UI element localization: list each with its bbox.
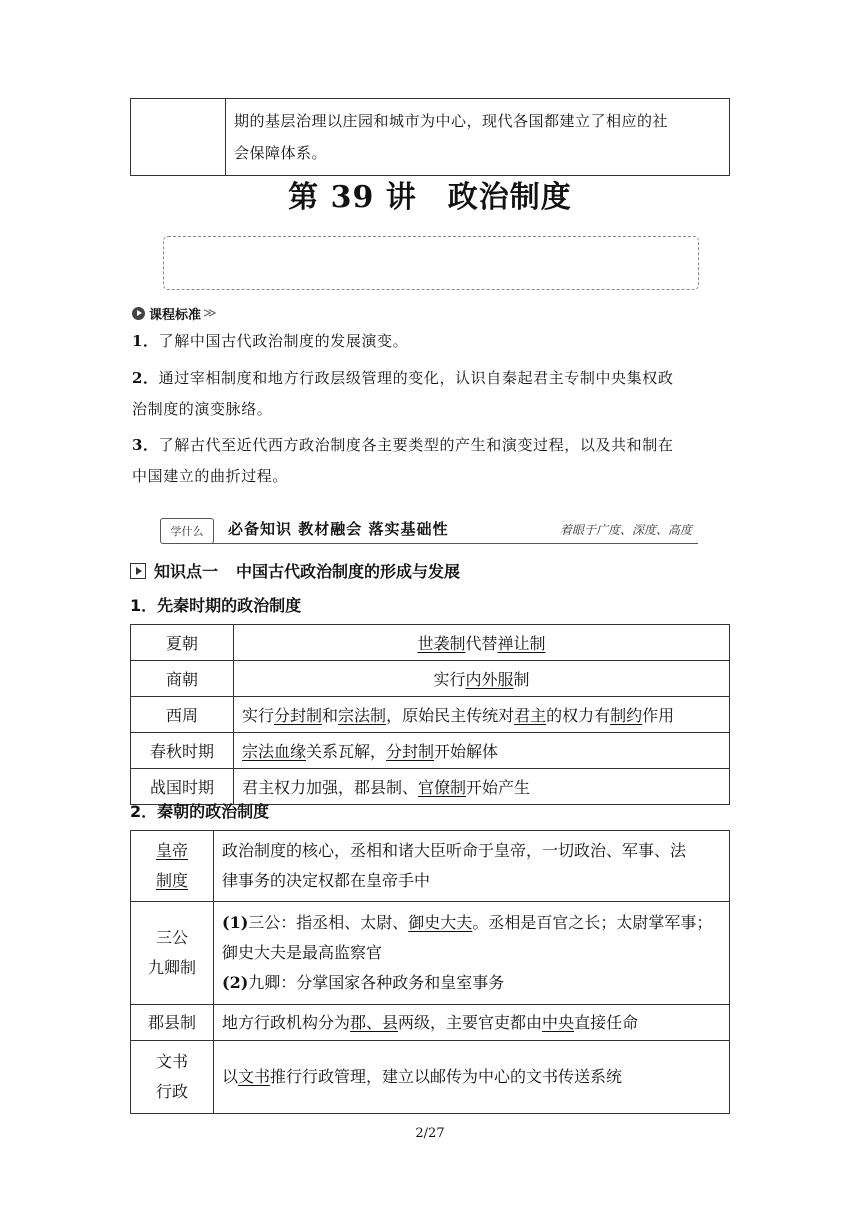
cell-text: 两级，主要官吏都由 [398,1012,543,1032]
cell-text: 君主权力加强，郡县制、 [242,778,419,797]
cell-text: 三公 [155,928,188,947]
underlined-term: 制度 [155,871,188,890]
period-cell: 夏朝 [131,625,234,661]
cell-text: 律事务的决定权都在皇帝手中 [222,871,431,890]
table-row [131,661,730,697]
cell-text: 郡县制 [147,1012,196,1032]
standard-text: 治制度的演变脉络。 [132,400,273,418]
underlined-term: 宗法血缘 [242,742,307,761]
cell-text: (2) [222,973,249,992]
system-cell [234,661,730,697]
underlined-term: 宗法制 [338,706,387,725]
cell-text: 实行 [433,670,466,689]
banner-side-text: 着眼于广度、深度、高度 [559,523,692,537]
standard-text: 了解中国古代政治制度的发展演变。 [158,332,409,350]
qin-table [130,830,730,1114]
cell-text: 制 [513,670,530,689]
cell-text: (1) [222,913,249,932]
lecture-title: 第 39 讲 政治制度 [288,180,572,215]
table-row [131,99,730,176]
standard-text: 中国建立的曲折过程。 [132,467,289,485]
cell-text: 实行 [242,706,275,725]
standard-item-3 [132,430,732,492]
section-banner [160,518,698,544]
period-cell: 商朝 [131,661,234,697]
cell-text: 御史大夫是最高监察官 [222,943,383,962]
system-detail-cell [214,831,730,902]
standard-number: 3． [132,436,159,454]
underlined-term: 分封制 [274,706,323,725]
system-name-cell [131,831,214,902]
cell-text: 九卿制 [147,958,196,977]
cell-text: 。丞相是百官之长；太尉掌军事； [472,913,713,932]
standard-number: 2． [132,369,159,387]
table-row [131,1005,730,1041]
cell-text: 和 [322,706,339,725]
cell-text: 地方行政机构分为 [222,1012,351,1032]
continuation-line-2: 会保障体系。 [234,144,328,162]
underlined-term: 中央 [542,1012,575,1032]
standard-text: 了解古代至近代西方政治制度各主要类型的产生和演变过程，以及共和制在 [158,436,674,454]
continuation-line-1: 期的基层治理以庄园和城市为中心，现代各国都建立了相应的社 [234,112,669,130]
continuation-table [130,98,730,176]
underlined-term: 御史大夫 [408,913,473,932]
underlined-term: 禅让制 [497,634,546,653]
period-cell: 春秋时期 [131,733,234,769]
cell-text: 开始产生 [466,778,531,797]
table-row [131,1041,730,1114]
system-detail-cell [214,1005,730,1041]
cell-text: 的权力有 [546,706,611,725]
underlined-term: 制约 [610,706,643,725]
system-name-cell [131,1041,214,1114]
underlined-term: 郡、县 [350,1012,399,1032]
system-name-cell [131,902,214,1005]
system-cell [234,625,730,661]
cell-text: 行政 [155,1082,188,1101]
play-circle-icon [132,307,145,320]
cell-text: 以 [222,1067,239,1086]
banner-logo: 学什么 [160,518,214,544]
standard-text: 通过宰相制度和地方行政层级管理的变化，认识自秦起君主专制中央集权政 [158,369,674,387]
knowledge-point-header [130,559,460,582]
underlined-term: 皇帝 [155,841,188,860]
underlined-term: 官僚制 [418,778,467,797]
table-row [131,902,730,1005]
standard-number: 1． [132,332,159,350]
cell-text: 作用 [642,706,675,725]
table-cell-text [226,99,730,176]
cell-text: 关系瓦解， [306,742,387,761]
cell-text: 代替 [465,634,498,653]
banner-underline [212,543,698,544]
system-detail-cell [214,902,730,1005]
page-number: 2/27 [415,1126,445,1141]
standard-item-1 [132,326,732,357]
table-row [131,733,730,769]
table-row [131,625,730,661]
table-row [131,831,730,902]
double-chevron-icon: ≫ [203,305,217,321]
cell-text: 文书 [155,1052,188,1071]
section-1-title: 1．先秦时期的政治制度 [130,596,302,615]
underlined-term: 文书 [238,1067,271,1086]
cell-text: 三公：指丞相、太尉、 [248,913,409,932]
banner-main-text: 必备知识 教材融会 落实基础性 [228,520,449,538]
cell-text: 直接任命 [574,1012,639,1032]
period-cell: 西周 [131,697,234,733]
cell-text: 推行行政管理，建立以邮传为中心的文书传送系统 [270,1067,623,1086]
table-row [131,697,730,733]
cell-text: ，原始民主传统对 [386,706,515,725]
underlined-term: 世袭制 [417,634,466,653]
table-cell-blank [131,99,226,176]
underlined-term: 君主 [514,706,547,725]
course-standard-label: 课程标准 [149,307,202,323]
system-name-cell [131,1005,214,1041]
standard-item-2 [132,363,732,425]
system-cell [234,733,730,769]
cell-text: 开始解体 [434,742,499,761]
dashed-placeholder-box [163,236,699,290]
system-detail-cell [214,1041,730,1114]
cell-text: 政治制度的核心，丞相和诸大臣听命于皇帝，一切政治、军事、法 [222,841,687,860]
underlined-term: 内外服 [465,670,514,689]
play-square-icon [130,563,146,579]
period-cell: 战国时期 [131,769,234,805]
pre-qin-table [130,624,730,805]
cell-text: 九卿：分掌国家各种政务和皇室事务 [248,973,505,992]
system-cell [234,769,730,805]
system-cell [234,697,730,733]
knowledge-point-title: 中国古代政治制度的形成与发展 [236,562,461,581]
underlined-term: 分封制 [386,742,435,761]
knowledge-point-label: 知识点一 [154,562,219,581]
section-2-title: 2．秦朝的政治制度 [130,802,270,821]
course-standard-header [132,303,217,323]
